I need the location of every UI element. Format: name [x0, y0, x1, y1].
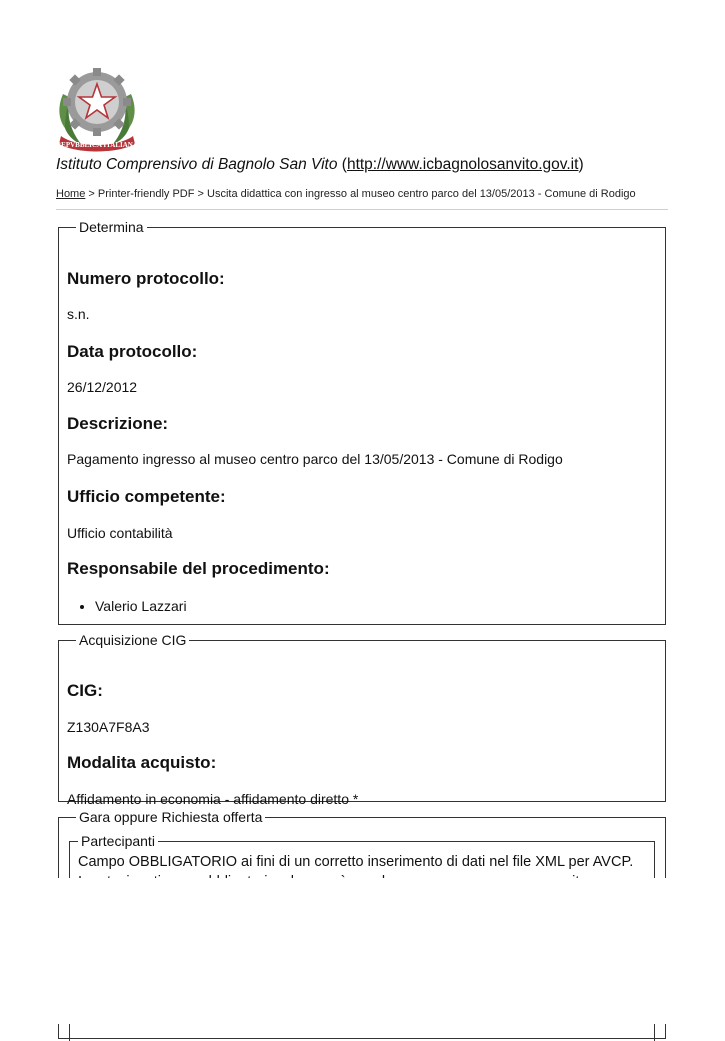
ufficio-competente-value: Ufficio contabilità: [67, 525, 173, 541]
partecipanti-legend: Partecipanti: [78, 833, 158, 849]
site-line: [56, 156, 584, 174]
descrizione-label: Descrizione:: [67, 414, 169, 433]
institute-name: Istituto Comprensivo di Bagnolo San Vito: [56, 156, 338, 173]
modalita-acquisto-value: Affidamento in economia - affidamento diretto *: [67, 791, 359, 807]
gara-legend: Gara oppure Richiesta offerta: [79, 809, 263, 825]
page-cutoff: [0, 878, 725, 1024]
numero-protocollo-label: Numero protocollo:: [67, 269, 225, 288]
emblem-ribbon-text: REPVBBLICA ITALIANA: [56, 141, 138, 149]
responsabile-label: Responsabile del procedimento:: [67, 559, 330, 578]
data-protocollo-value: 26/12/2012: [67, 379, 138, 395]
modalita-acquisto-label: Modalita acquisto:: [67, 753, 217, 772]
partecipanti-note-line-1: Campo OBBLIGATORIO ai fini di un corretto inserimento di dati nel file XML per AVCP.: [78, 854, 634, 870]
cig-value: Z130A7F8A3: [67, 719, 150, 735]
site-url-link[interactable]: http://www.icbagnolosanvito.gov.it: [346, 156, 579, 173]
header-divider: [56, 209, 668, 210]
open-paren: (: [341, 156, 347, 173]
acquisizione-cig-section: [58, 632, 666, 807]
determina-legend: Determina: [79, 219, 144, 235]
breadcrumb: [56, 188, 636, 200]
numero-protocollo-value: s.n.: [67, 306, 90, 322]
responsabile-list: [67, 597, 187, 615]
list-item: • Valerio Lazzari: [95, 597, 187, 615]
determina-section: [58, 219, 666, 625]
breadcrumb-trail: > Printer-friendly PDF > Uscita didattica con ingresso al museo centro parco del 13/05/2013 - Comune di Rodigo: [85, 188, 636, 200]
data-protocollo-label: Data protocollo:: [67, 342, 198, 361]
close-paren: ): [578, 156, 584, 173]
emblem-of-italy-icon: [55, 64, 139, 152]
acquisizione-cig-legend: Acquisizione CIG: [79, 632, 187, 648]
descrizione-value: Pagamento ingresso al museo centro parco del 13/05/2013 - Comune di Rodigo: [67, 451, 563, 467]
breadcrumb-home-link[interactable]: Home: [56, 188, 86, 200]
cig-label: CIG:: [67, 681, 103, 700]
ufficio-competente-label: Ufficio competente:: [67, 487, 226, 506]
